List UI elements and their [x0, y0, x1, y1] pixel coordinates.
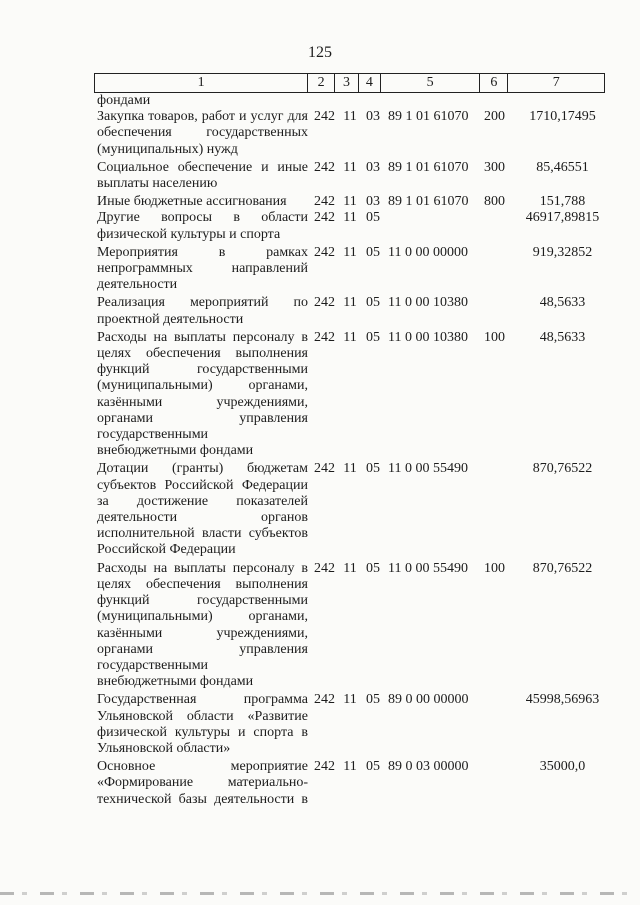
row-c2: 242	[314, 210, 335, 226]
row-c7: 48,5633	[539, 329, 586, 345]
table-row	[0, 210, 640, 242]
row-c3: 11	[343, 109, 357, 125]
row-c6: 300	[484, 159, 505, 175]
row-name: Государственная программа Ульяновской области «Развитие физической культуры и спорта в Ульяновской области»	[97, 692, 308, 756]
table-row	[0, 295, 640, 327]
table-row	[0, 160, 640, 192]
row-c2: 242	[314, 194, 335, 210]
table-row	[0, 461, 640, 558]
row-name: Реализация мероприятий по проектной деятельности	[97, 295, 308, 327]
row-c2: 242	[314, 159, 335, 175]
row-c6: 100	[484, 560, 505, 576]
row-c4: 05	[366, 560, 380, 576]
page-number: 125	[308, 44, 332, 61]
row-c4: 05	[366, 329, 380, 345]
row-name: Иные бюджетные ассигнования	[97, 194, 287, 210]
header-col-7: 7	[552, 75, 560, 90]
table-row	[0, 561, 640, 691]
row-c6: 800	[484, 194, 505, 210]
row-c4: 03	[366, 159, 380, 175]
row-c7: 48,5633	[539, 295, 586, 311]
table-row	[0, 245, 640, 294]
row-c7: 35000,0	[539, 759, 586, 775]
table-header	[94, 73, 605, 93]
row-c7: 919,32852	[532, 244, 593, 260]
row-c3: 11	[343, 210, 357, 226]
row-c5: 11 0 00 55490	[388, 461, 468, 477]
row-c5: 11 0 00 00000	[388, 244, 468, 260]
row-c2: 242	[314, 461, 335, 477]
row-c7: 46917,89815	[525, 210, 600, 226]
row-c7: 45998,56963	[525, 692, 600, 708]
row-c6: 200	[484, 109, 505, 125]
table-row	[0, 109, 640, 158]
header-col-4: 4	[359, 74, 381, 92]
row-name: Мероприятия в рамках непрограммных направлений деятельности	[97, 244, 308, 293]
row-c2: 242	[314, 244, 335, 260]
row-c4: 05	[366, 295, 380, 311]
row-c5: 11 0 00 10380	[388, 329, 468, 345]
row-name: Расходы на выплаты персоналу в целях обеспечения выполнения функций государственными (муниципальными) органами, казёнными учреждениями, органами управления государственными внебюджетными фондами	[97, 329, 308, 459]
row-c3: 11	[343, 461, 357, 477]
row-c7: 151,788	[539, 194, 586, 210]
row-name: Основное мероприятие «Формирование материально-технической базы деятельности в	[97, 759, 308, 807]
row-c4: 05	[366, 210, 380, 226]
header-col-3: 3	[335, 74, 359, 92]
header-col-2: 2	[308, 74, 335, 92]
row-c7: 1710,17495	[529, 109, 596, 125]
row-c4: 05	[366, 244, 380, 260]
table-body	[0, 93, 640, 808]
header-col-5: 5	[381, 74, 481, 92]
row-name: фондами	[97, 93, 151, 108]
row-c3: 11	[343, 159, 357, 175]
row-name: Расходы на выплаты персоналу в целях обеспечения выполнения функций государственными (муниципальными) органами, казёнными учреждениями, органами управления государственными внебюджетными фондами	[97, 560, 308, 690]
row-c5: 11 0 00 10380	[388, 295, 468, 311]
row-c2: 242	[314, 692, 335, 708]
row-c5: 11 0 00 55490	[388, 560, 468, 576]
header-col-1: 1	[95, 74, 308, 92]
row-name: Другие вопросы в области физической культуры и спорта	[97, 210, 308, 242]
table-row	[0, 759, 640, 808]
row-name: Дотации (гранты) бюджетам субъектов Российской Федерации за достижение показателей деятельности органов исполнительной власти субъектов Российской Федерации	[97, 461, 308, 558]
row-c7: 870,76522	[532, 461, 593, 477]
row-c2: 242	[314, 295, 335, 311]
header-col-6: 6	[480, 74, 508, 92]
row-c4: 03	[366, 109, 380, 125]
table-row	[0, 93, 640, 109]
row-c3: 11	[343, 759, 357, 775]
row-c4: 05	[366, 692, 380, 708]
row-c7: 870,76522	[532, 560, 593, 576]
row-c5: 89 1 01 61070	[388, 159, 469, 175]
row-name: Закупка товаров, работ и услуг для обеспечения государственных (муниципальных) нужд	[97, 109, 308, 157]
row-c3: 11	[343, 194, 357, 210]
row-c6: 100	[484, 329, 505, 345]
row-c2: 242	[314, 109, 335, 125]
row-c2: 242	[314, 329, 335, 345]
row-c2: 242	[314, 560, 335, 576]
row-c4: 05	[366, 759, 380, 775]
row-c5: 89 1 01 61070	[388, 109, 469, 125]
row-c3: 11	[343, 560, 357, 576]
row-c4: 03	[366, 194, 380, 210]
row-name: Социальное обеспечение и иные выплаты населению	[97, 159, 308, 192]
row-c5: 89 0 00 00000	[388, 692, 469, 708]
row-c3: 11	[343, 295, 357, 311]
row-c4: 05	[366, 461, 380, 477]
row-c5: 89 1 01 61070	[388, 194, 469, 210]
scan-edge-artifact	[0, 892, 640, 895]
table-row	[0, 194, 640, 210]
row-c3: 11	[343, 692, 357, 708]
row-c2: 242	[314, 759, 335, 775]
row-c7: 85,46551	[536, 159, 589, 175]
row-c3: 11	[343, 244, 357, 260]
row-c3: 11	[343, 329, 357, 345]
table-row	[0, 692, 640, 757]
row-c5: 89 0 03 00000	[388, 759, 469, 775]
table-row	[0, 330, 640, 460]
